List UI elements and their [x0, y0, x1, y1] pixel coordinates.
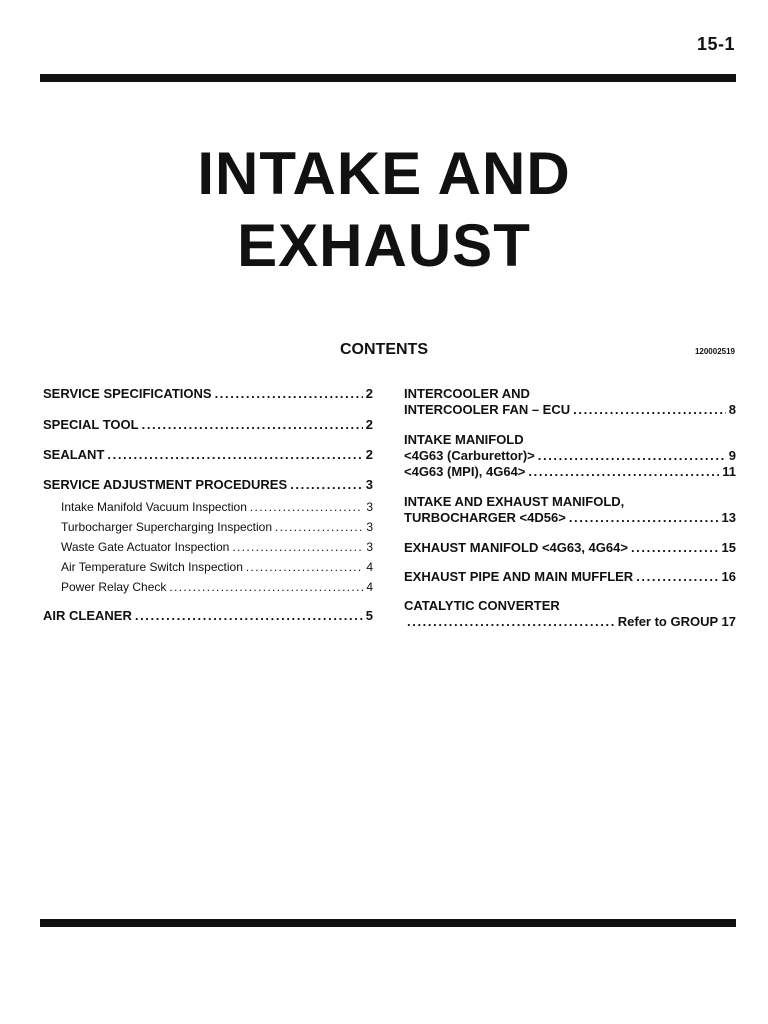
- title-line-1: INTAKE AND: [197, 140, 571, 207]
- contents-right-column: [404, 386, 736, 630]
- page-number: 15-1: [696, 34, 735, 54]
- toc-page: 5: [365, 608, 373, 623]
- toc-label: INTAKE MANIFOLD: [404, 432, 524, 447]
- toc-label: SERVICE ADJUSTMENT PROCEDURES: [43, 477, 288, 492]
- toc-entry-service-adjustment[interactable]: [43, 477, 373, 493]
- toc-page: 13: [721, 510, 736, 525]
- toc-entry-service-specifications[interactable]: [43, 386, 373, 402]
- toc-page: 3: [365, 477, 373, 492]
- toc-entry-intake-exhaust-manifold[interactable]: [404, 494, 736, 526]
- leader-dots: [215, 386, 363, 402]
- toc-page: 9: [728, 448, 736, 463]
- toc-entry-intercooler[interactable]: [404, 386, 736, 418]
- toc-page: 3: [366, 500, 373, 514]
- toc-label: Intake Manifold Vacuum Inspection: [61, 500, 247, 514]
- toc-label: <4G63 (MPI), 4G64>: [404, 464, 526, 479]
- toc-entry-exhaust-manifold[interactable]: [404, 540, 736, 556]
- toc-subentry-4g63-mpi[interactable]: [404, 464, 736, 480]
- leader-dots: [250, 497, 363, 517]
- toc-entry-catalytic-converter[interactable]: [404, 598, 736, 630]
- toc-page: 4: [366, 580, 373, 594]
- toc-label: INTERCOOLER AND: [404, 386, 530, 401]
- toc-label: Turbocharger Supercharging Inspection: [61, 520, 273, 534]
- toc-entry-intake-manifold[interactable]: [404, 432, 736, 480]
- toc-label: Air Temperature Switch Inspection: [61, 560, 243, 574]
- title-line-2: EXHAUST: [237, 212, 531, 279]
- toc-page: 8: [728, 402, 736, 417]
- leader-dots: [142, 417, 363, 433]
- toc-label: SERVICE SPECIFICATIONS: [43, 386, 212, 401]
- toc-page: 16: [721, 569, 736, 584]
- toc-entry-exhaust-pipe[interactable]: [404, 569, 736, 585]
- toc-page: 2: [365, 447, 373, 462]
- document-code: 120002519: [694, 347, 735, 356]
- toc-subentry-waste-gate[interactable]: [43, 537, 373, 557]
- toc-label: Waste Gate Actuator Inspection: [61, 540, 230, 554]
- toc-label: TURBOCHARGER <4D56>: [404, 510, 566, 525]
- toc-subentry-power-relay[interactable]: [43, 577, 373, 597]
- toc-label: EXHAUST MANIFOLD <4G63, 4G64>: [404, 540, 628, 555]
- toc-entry-sealant[interactable]: [43, 447, 373, 463]
- leader-dots: [246, 557, 363, 577]
- leader-dots: [569, 510, 719, 526]
- leader-dots: [135, 608, 363, 624]
- top-rule: [40, 74, 736, 82]
- contents-heading: CONTENTS: [340, 341, 428, 358]
- leader-dots: [636, 569, 718, 585]
- leader-dots: [275, 517, 363, 537]
- toc-label: SEALANT: [43, 447, 105, 462]
- toc-label: EXHAUST PIPE AND MAIN MUFFLER: [404, 569, 634, 584]
- toc-page: 3: [366, 540, 373, 554]
- leader-dots: [169, 577, 363, 597]
- toc-subentry-intake-vacuum[interactable]: [43, 497, 373, 517]
- toc-label: INTERCOOLER FAN – ECU: [404, 402, 571, 417]
- page-title: [0, 138, 768, 282]
- toc-page: 3: [366, 520, 373, 534]
- toc-label: <4G63 (Carburettor)>: [404, 448, 535, 463]
- leader-dots: [232, 537, 363, 557]
- toc-subentry-air-temp-switch[interactable]: [43, 557, 373, 577]
- toc-label: CATALYTIC CONVERTER: [404, 598, 560, 613]
- toc-entry-air-cleaner[interactable]: [43, 608, 373, 624]
- toc-label: INTAKE AND EXHAUST MANIFOLD,: [404, 494, 625, 509]
- leader-dots: [538, 448, 726, 464]
- toc-label: AIR CLEANER: [43, 608, 132, 623]
- leader-dots: [107, 447, 362, 463]
- toc-label: Power Relay Check: [61, 580, 167, 594]
- leader-dots: [407, 614, 615, 630]
- bottom-rule: [40, 919, 736, 927]
- leader-dots: [573, 402, 726, 418]
- toc-page: 2: [365, 417, 373, 432]
- toc-page: 15: [721, 540, 736, 555]
- toc-page: 11: [722, 464, 736, 479]
- toc-page: Refer to GROUP 17: [617, 614, 736, 629]
- toc-label: SPECIAL TOOL: [43, 417, 139, 432]
- leader-dots: [290, 477, 363, 493]
- toc-subentry-4g63-carburettor[interactable]: [404, 448, 736, 464]
- leader-dots: [528, 464, 719, 480]
- leader-dots: [631, 540, 719, 556]
- toc-page: 2: [365, 386, 373, 401]
- contents-left-column: [43, 386, 373, 624]
- toc-subentry-turbocharger[interactable]: [43, 517, 373, 537]
- toc-page: 4: [366, 560, 373, 574]
- toc-entry-special-tool[interactable]: [43, 417, 373, 433]
